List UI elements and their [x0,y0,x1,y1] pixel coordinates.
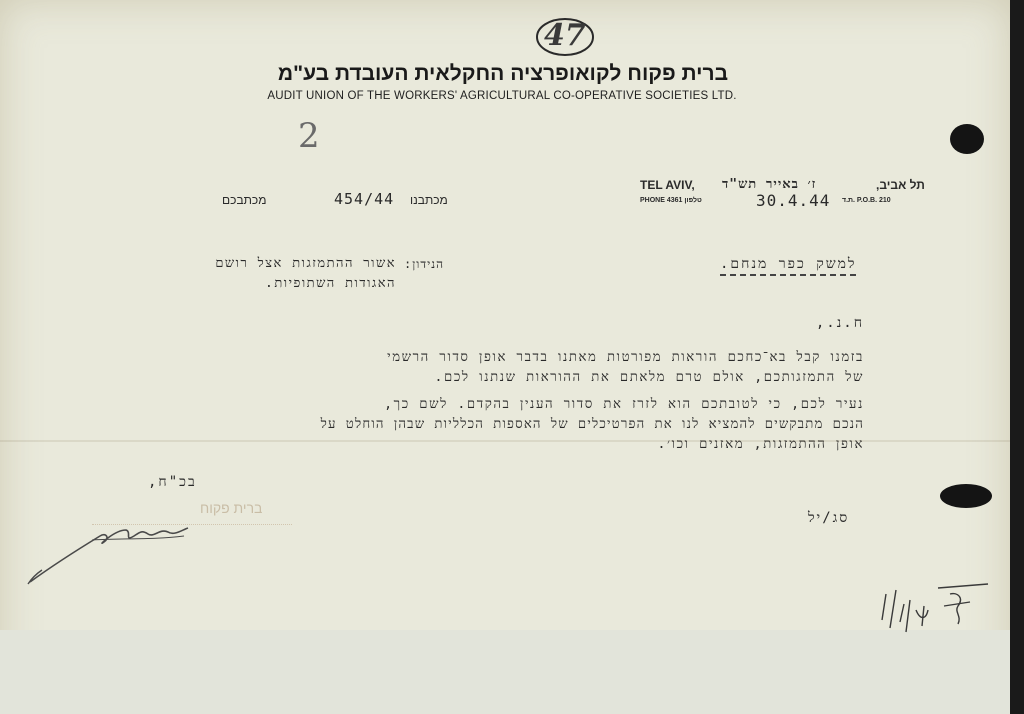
recipient [720,256,856,273]
greeting: ח.נ., [815,315,864,331]
body-p1-line2: של התמזגותכם, אולם טרם מלאתם את ההוראות שנתנו לכם. [434,370,864,385]
handwritten-date-mark [878,580,994,640]
letter-date: 30.4.44 [756,191,831,210]
your-ref-label: מכתבכם [222,193,267,207]
our-ref-value: 454/44 [334,190,395,208]
punch-hole-top [950,124,984,154]
body-p2-line1: נעיר לכם, כי לטובתכם הוא לזרז את סדור הענין בהקדם. לשם כך, [384,397,864,412]
stamp-number: 47 [544,18,586,53]
typist-initials: סג/יל [808,510,850,526]
subject-line-2: האגודות השתופיות. [265,276,396,291]
hebrew-date: ז׳ באייר תש"ד [722,177,817,192]
signature [22,508,202,590]
paper-bottom-strip [0,630,1010,714]
po-box: ת.ד. P.O.B. 210 [842,197,891,204]
body-p2-line3: אופן ההתמזגות, מאזנים וכו׳. [657,437,864,452]
letterhead-english: AUDIT UNION OF THE WORKERS' AGRICULTURAL CO-OPERATIVE SOCIETIES LTD. [267,90,737,102]
subject-label: הנידון: [404,257,445,271]
phone: PHONE 4361 טלפון [640,197,702,204]
closing: בכ"ח, [148,474,197,490]
subject-line-1: אשור ההתמזגות אצל רושם [215,256,396,271]
city-hebrew: תל אביב, [876,178,925,192]
city-english: TEL AVIV, [640,178,695,192]
page-mark: 2 [298,116,320,156]
punch-hole-bottom [940,484,992,508]
body-p1-line1: בזמנו קבל בא־כחכם הוראות מפורטות מאתנו בדבר אופן סדור הרשמי [387,350,864,365]
our-ref-label: מכתבנו [410,193,448,207]
letterhead-hebrew: ברית פקוח לקואופרציה החקלאית העובדת בע"מ [277,62,729,85]
recipient-text: למשק כפר מנחם. [720,256,856,276]
org-stamp: ברית פקוח [200,500,263,516]
body-p2-line2: הנכם מתבקשים להמציא לנו את הפרטיכלים של האספות הכלליות שבהן הוחלט על [320,417,864,432]
